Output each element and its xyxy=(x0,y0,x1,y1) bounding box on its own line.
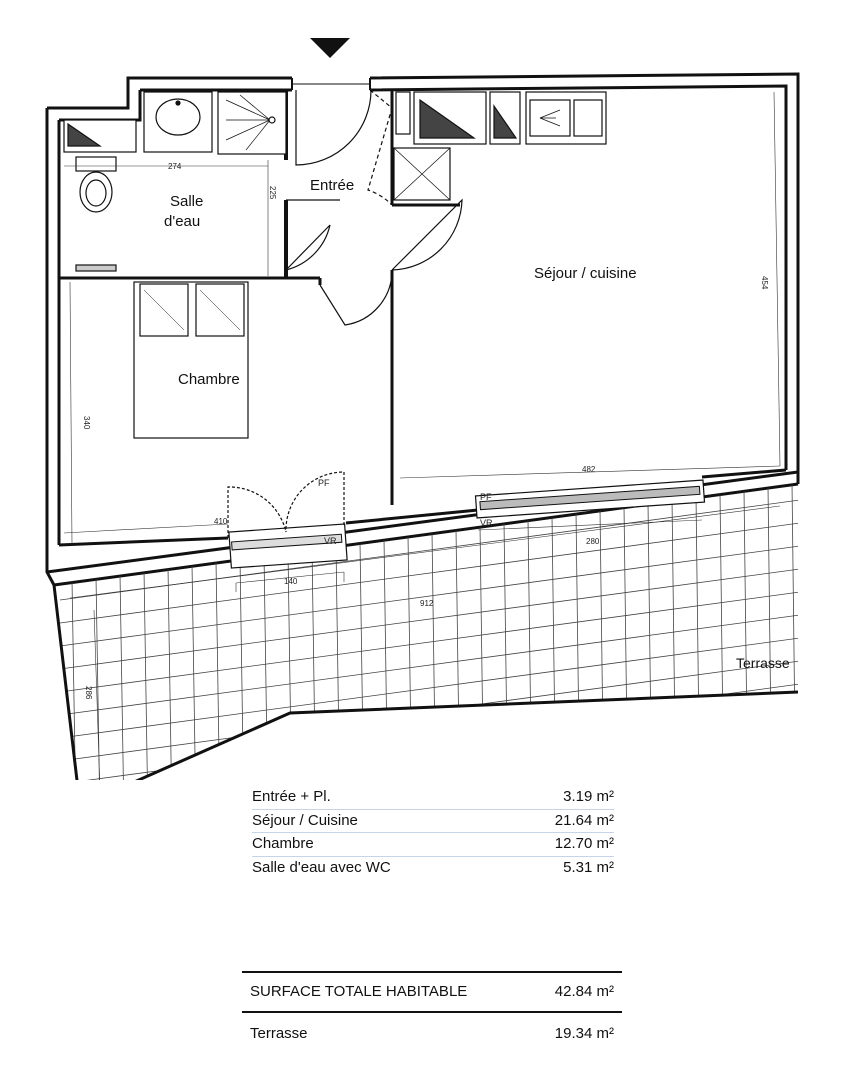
area-label: Chambre xyxy=(252,835,314,852)
total-row xyxy=(242,973,622,1007)
room-label-salle-2: d'eau xyxy=(164,213,201,230)
area-label: Salle d'eau avec WC xyxy=(252,858,391,876)
terrace-tiles xyxy=(60,483,800,780)
dim-sejour-width: 482 xyxy=(582,465,596,474)
room-label-sejour: Séjour / cuisine xyxy=(534,265,637,282)
vr-chambre-mark: VR xyxy=(324,536,337,546)
kitchen-fixtures xyxy=(394,92,606,200)
dim-sejour-height: 454 xyxy=(760,276,769,290)
area-value: 12.70 m² xyxy=(554,835,614,852)
pf-sejour-mark: PF xyxy=(480,492,492,502)
dim-salle-height: 225 xyxy=(268,186,277,200)
dim-window-chambre: 140 xyxy=(284,577,298,586)
pf-chambre-mark: PF xyxy=(318,478,330,488)
dim-terrace-depth: 286 xyxy=(84,686,93,700)
area-row xyxy=(252,810,614,834)
vr-sejour-mark: VR xyxy=(480,518,493,528)
dim-window-sejour: 280 xyxy=(586,537,600,546)
total-label: SURFACE TOTALE HABITABLE xyxy=(250,983,468,1000)
area-value: 3.19 m² xyxy=(563,788,614,805)
area-row xyxy=(252,786,614,810)
room-label-salle-1: Salle xyxy=(170,193,204,210)
bed xyxy=(134,282,248,438)
room-label-terrasse: Terrasse xyxy=(736,655,790,671)
room-label-chambre: Chambre xyxy=(178,371,240,388)
entrance-arrow-icon xyxy=(310,38,350,58)
total-box xyxy=(242,971,622,1042)
dim-terrace-width: 912 xyxy=(420,599,434,608)
area-label: Entrée + Pl. xyxy=(252,788,331,805)
area-label: Séjour / Cuisine xyxy=(252,811,358,829)
room-label-entree: Entrée xyxy=(310,177,355,194)
area-value: 5.31 m² xyxy=(563,858,614,876)
area-value: 21.64 m² xyxy=(554,811,614,829)
terrace-label: Terrasse xyxy=(250,1025,308,1042)
area-row xyxy=(252,857,614,880)
dim-chambre-width: 410 xyxy=(214,517,228,526)
terrace-value: 19.34 m² xyxy=(554,1025,614,1042)
dim-salle-width: 274 xyxy=(168,162,182,171)
area-row xyxy=(252,833,614,857)
dim-chambre-height: 340 xyxy=(82,416,91,430)
terrace-outline xyxy=(54,585,798,780)
window-chambre xyxy=(229,524,347,568)
terrace-row xyxy=(242,1013,622,1042)
area-table xyxy=(252,786,614,879)
total-value: 42.84 m² xyxy=(554,983,614,1000)
